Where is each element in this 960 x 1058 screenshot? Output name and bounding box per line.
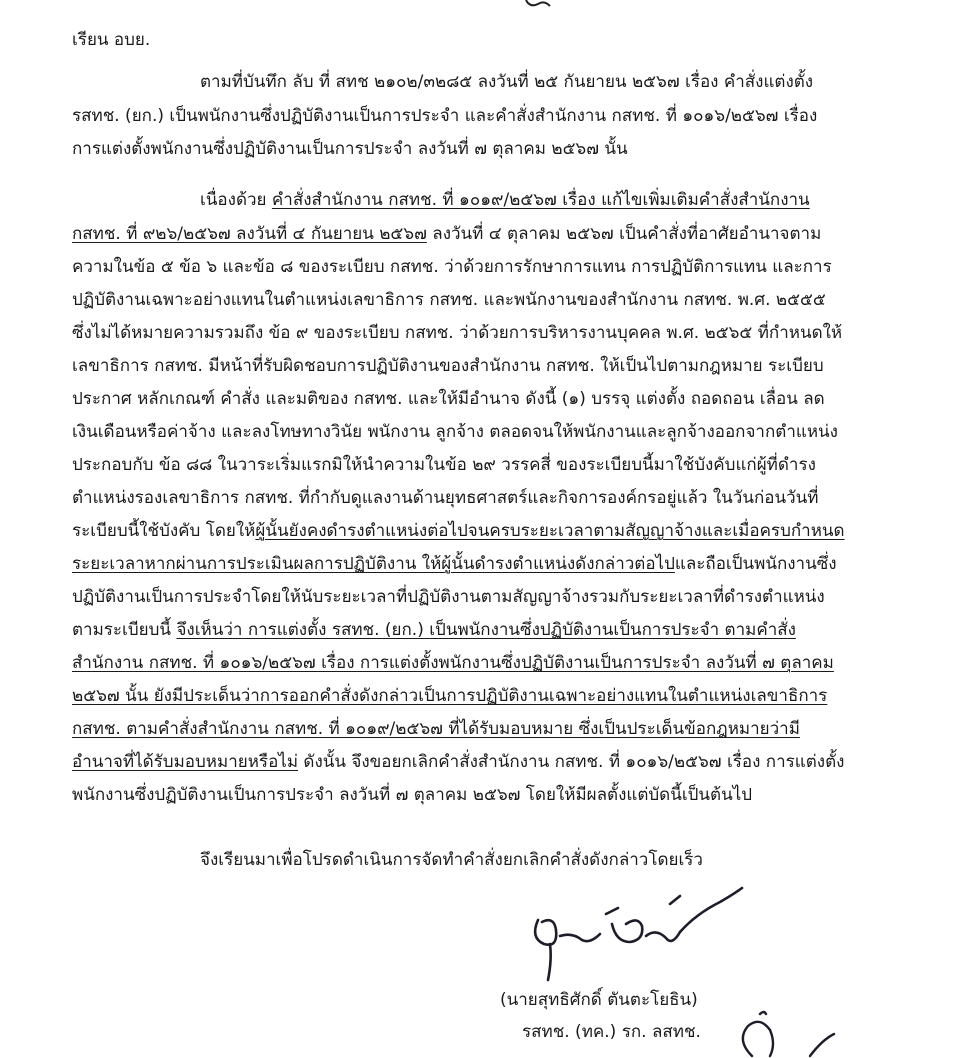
paragraph2-line9: ประกอบกับ ข้อ ๘๘ ในวาระเริ่มแรกมิให้นำความในข้อ ๒๙ วรรคสี่ ของระเบียบนี้มาใช้บังคับแก่ผู้ที่ดำรง [72,455,816,475]
paragraph2-line14-text: ตามระเบียบนี้ [72,620,177,640]
paragraph2-line17-underlined: กสทช. ตามคำสั่งสำนักงาน กสทช. ที่ ๑๐๑๙/๒๕๖๗ ที่ได้รับมอบหมาย ซึ่งเป็นประเด็นข้อกฎหมายว่ามี [72,719,800,739]
paragraph2-line12 [72,549,837,579]
handwritten-signature [520,880,760,990]
paragraph2-line17 [72,714,800,744]
salutation: เรียน อบย. [72,30,151,50]
paragraph2-line2-text: ลงวันที่ ๔ ตุลาคม ๒๕๖๗ เป็นคำสั่งที่อาศัยอำนาจตาม [426,224,822,244]
paragraph2-line19: พนักงานซึ่งปฏิบัติงานเป็นการประจำ ลงวันที่ ๗ ตุลาคม ๒๕๖๗ โดยให้มีผลตั้งแต่บัดนี้เป็นต้นไป [72,785,753,805]
signer-title: รสทช. (ทค.) รก. ลสทช. [522,1022,701,1042]
paragraph1-line3: การแต่งตั้งพนักงานซึ่งปฏิบัติงานเป็นการประจำ ลงวันที่ ๗ ตุลาคม ๒๕๖๗ นั้น [72,139,628,159]
paragraph2-line2-underlined: กสทช. ที่ ๙๒๖/๒๕๖๗ ลงวันที่ ๔ กันยายน ๒๕๖๗ [72,224,427,244]
paragraph2-line3: ความในข้อ ๕ ข้อ ๖ และข้อ ๘ ของระเบียบ กสทช. ว่าด้วยการรักษาการแทน การปฏิบัติการแทน และการ [72,257,832,277]
paragraph2-line11-text: ระเบียบนี้ใช้บังคับ โดยให้ [72,521,256,541]
paragraph2-line12-underlined: ระยะเวลาหากผ่านการประเมินผลการปฏิบัติงาน ให้ผู้นั้นดำรงตำแหน่งดังกล่าวต่อไป [72,554,675,574]
paragraph2-line12-text: และถือเป็นพนักงานซึ่ง [674,554,837,574]
cropped-text-mark [520,0,560,12]
handwritten-initial [730,1010,840,1058]
paragraph2-line1 [200,185,810,215]
paragraph1-line1: ตามที่บันทึก ลับ ที่ สทช ๒๑๐๒/๓๒๘๕ ลงวันที่ ๒๕ กันยายน ๒๕๖๗ เรื่อง คำสั่งแต่งตั้ง [200,72,814,92]
paragraph2-line11 [72,516,845,546]
paragraph2-line14-underlined: จึงเห็นว่า การแต่งตั้ง รสทช. (ยก.) เป็นพนักงานซึ่งปฏิบัติงานเป็นการประจำ ตามคำสั่ง [176,620,796,640]
paragraph2-line1-text: เนื่องด้วย [200,190,272,210]
paragraph2-line11-underlined: ผู้นั้นยังคงดำรงตำแหน่งต่อไปจนครบระยะเวลาตามสัญญาจ้างและเมื่อครบกำหนด [255,521,845,541]
paragraph2-line16-underlined: ๒๕๖๗ นั้น ยังมีประเด็นว่าการออกคำสั่งดังกล่าวเป็นการปฏิบัติงานเฉพาะอย่างแทนในตำแหน่งเลขาธิการ [72,686,828,706]
paragraph2-line2 [72,219,821,249]
paragraph2-line18-text: ดังนั้น จึงขอยกเลิกคำสั่งสำนักงาน กสทช. ที่ ๑๐๑๖/๒๕๖๗ เรื่อง การแต่งตั้ง [298,752,845,772]
paragraph2-line14 [72,615,796,645]
paragraph2-line15 [72,648,834,678]
paragraph2-line18 [72,747,844,777]
paragraph2-line8: เงินเดือนหรือค่าจ้าง และลงโทษทางวินัย พนักงาน ลูกจ้าง ตลอดจนให้พนักงานและลูกจ้างออกจากตำแหน่ง [72,422,838,442]
paragraph2-line15-underlined: สำนักงาน กสทช. ที่ ๑๐๑๖/๒๕๖๗ เรื่อง การแต่งตั้งพนักงานซึ่งปฏิบัติงานเป็นการประจำ ลงวันที่ ๗ ตุลาคม [72,653,834,673]
signer-name: (นายสุทธิศักดิ์ ตันตะโยธิน) [500,990,698,1010]
paragraph2-line10: ตำแหน่งรองเลขาธิการ กสทช. ที่กำกับดูแลงานด้านยุทธศาสตร์และกิจการองค์กรอยู่แล้ว ในวันก่อนวันที่ [72,488,819,508]
paragraph2-line5: ซึ่งไม่ได้หมายความรวมถึง ข้อ ๙ ของระเบียบ กสทช. ว่าด้วยการบริหารงานบุคคล พ.ศ. ๒๕๖๕ ที่กำหนดให้ [72,323,843,343]
paragraph2-line13: ปฏิบัติงานเป็นการประจำโดยให้นับระยะเวลาที่ปฏิบัติงานตามสัญญาจ้างรวมกับระยะเวลาที่ดำรงตำแหน่ง [72,587,825,607]
paragraph1-line2: รสทช. (ยก.) เป็นพนักงานซึ่งปฏิบัติงานเป็นการประจำ และคำสั่งสำนักงาน กสทช. ที่ ๑๐๑๖/๒๕๖๗ เรื่อง [72,106,818,126]
paragraph2-line4: ปฏิบัติงานเฉพาะอย่างแทนในตำแหน่งเลขาธิการ กสทช. และพนักงานของสำนักงาน กสทช. พ.ศ. ๒๕๕๕ [72,290,826,310]
paragraph2-line7: ประกาศ หลักเกณฑ์ คำสั่ง และมติของ กสทช. และให้มีอำนาจ ดังนี้ (๑) บรรจุ แต่งตั้ง ถอดถอน เลื่อน ลด [72,389,825,409]
paragraph2-line16 [72,681,827,711]
paragraph2-line1-underlined: คำสั่งสำนักงาน กสทช. ที่ ๑๐๑๙/๒๕๖๗ เรื่อง แก้ไขเพิ่มเติมคำสั่งสำนักงาน [271,190,810,210]
paragraph2-line18-underlined: อำนาจที่ได้รับมอบหมายหรือไม่ [72,752,299,772]
paragraph2-line6: เลขาธิการ กสทช. มีหน้าที่รับผิดชอบการปฏิบัติงานของสำนักงาน กสทช. ให้เป็นไปตามกฎหมาย ระเบียบ [72,356,824,376]
closing-line: จึงเรียนมาเพื่อโปรดดำเนินการจัดทำคำสั่งยกเลิกคำสั่งดังกล่าวโดยเร็ว [200,850,703,870]
